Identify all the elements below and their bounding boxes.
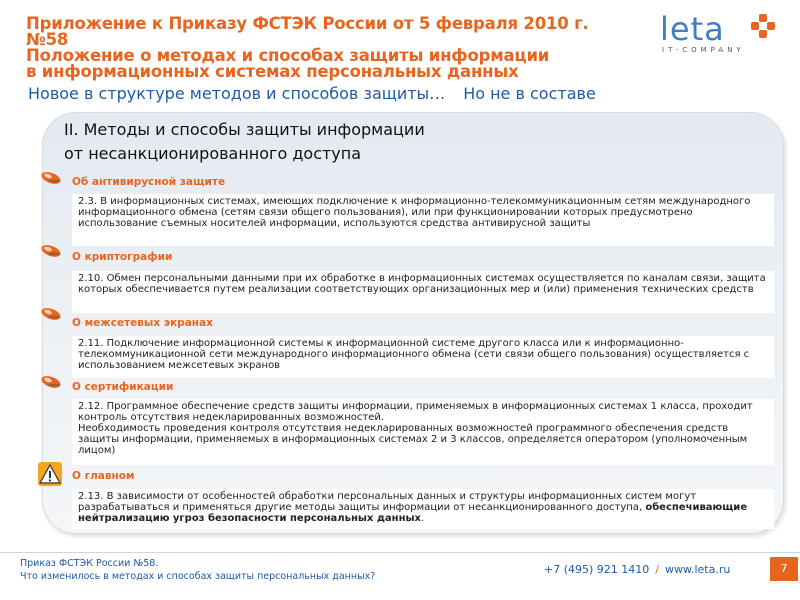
warning-triangle-icon <box>38 462 62 486</box>
orange-pill-bullet-icon <box>40 374 62 390</box>
footer-website-link[interactable]: www.leta.ru <box>665 563 731 576</box>
section-heading-crypto: О криптографии <box>72 251 173 263</box>
title-line-1: Приложение к Приказу ФСТЭК России от 5 февраля 2010 г. <box>26 14 589 33</box>
orange-pill-bullet-icon <box>40 170 62 186</box>
subtitle <box>28 84 596 103</box>
subtitle-left: Новое в структуре методов и способов защиты… <box>28 84 446 103</box>
title-line-2: №58 <box>26 30 69 49</box>
section-body-main-emphasis: обеспечивающие нейтрализацию угроз безопасности персональных данных <box>78 502 748 524</box>
panel-title <box>64 118 425 166</box>
leta-logo <box>660 12 778 54</box>
section-body-certification <box>72 399 774 465</box>
orange-pill-bullet-icon <box>40 306 62 322</box>
section-heading-main: О главном <box>72 470 135 482</box>
orange-pill-bullet-icon <box>40 243 62 259</box>
section-body-main-text: 2.13. В зависимости от особенностей обработки персональных данных и структуры информационных систем могут разрабатываться и применяться другие методы защиты информации от несанкционированного доступа, <box>78 491 697 513</box>
section-heading-firewalls: О межсетевых экранах <box>72 317 213 329</box>
section-body-crypto: 2.10. Обмен персональными данными при их обработке в информационных системах осуществляется по каналам связи, защита которых обеспечивается путем реализации соответствующих организационных мер и (или) применения технических средств <box>72 271 774 313</box>
section-body-firewalls: 2.11. Подключение информационной системы к информационной системе другого класса или к информационно-телекоммуникационной сети международного информационного обмена (сети связи общего пользования) осуществляется с использованием межсетевых экранов <box>72 336 774 378</box>
panel-title-line-1: II. Методы и способы защиты информации <box>64 120 425 139</box>
footer-contacts <box>544 563 730 576</box>
footer-caption-line-2: Что изменилось в методах и способах защиты персональных данных? <box>20 571 376 582</box>
section-body-main <box>72 489 774 529</box>
logo-tagline: IT-COMPANY <box>662 46 745 54</box>
section-heading-certification: О сертификации <box>72 381 174 393</box>
page-number: 7 <box>770 557 798 581</box>
title-line-4: в информационных системах персональных данных <box>26 62 519 81</box>
title-line-3: Положение о методах и способах защиты информации <box>26 46 550 65</box>
title-block <box>26 16 646 80</box>
logo-wordmark: leta <box>660 10 725 48</box>
footer-caption-line-1: Приказ ФСТЭК России №58. <box>20 558 159 569</box>
subtitle-right: Но не в составе <box>463 84 596 103</box>
footer-divider <box>0 552 800 553</box>
panel-title-line-2: от несанкционированного доступа <box>64 144 362 163</box>
footer-phone: +7 (495) 921 1410 <box>544 563 650 576</box>
leta-cross-mark-icon <box>751 14 775 38</box>
section-heading-antivirus: Об антивирусной защите <box>72 176 226 188</box>
section-body-main-end: . <box>420 513 425 524</box>
section-body-antivirus: 2.3. В информационных системах, имеющих подключение к информационно-телекоммуникационным сетям международного информационного обмена (сетям связи общего пользования), или при функционировании которых предусмотрено использование съемных носителей информации, используются средства антивирусной защиты <box>72 194 774 246</box>
footer-separator: / <box>655 563 659 576</box>
footer-caption <box>20 557 375 583</box>
section-body-certification-line-2: Необходимость проведения контроля отсутствия недекларированных возможностей программного обеспечения средств защиты информации, применяемых в информационных системах 2 и 3 классов, определяется оператором (уполномоченным лицом) <box>78 423 748 456</box>
section-body-certification-line-1: 2.12. Программное обеспечение средств защиты информации, применяемых в информационных системах 1 класса, проходит контроль отсутствия недекларированных возможностей. <box>78 401 753 423</box>
